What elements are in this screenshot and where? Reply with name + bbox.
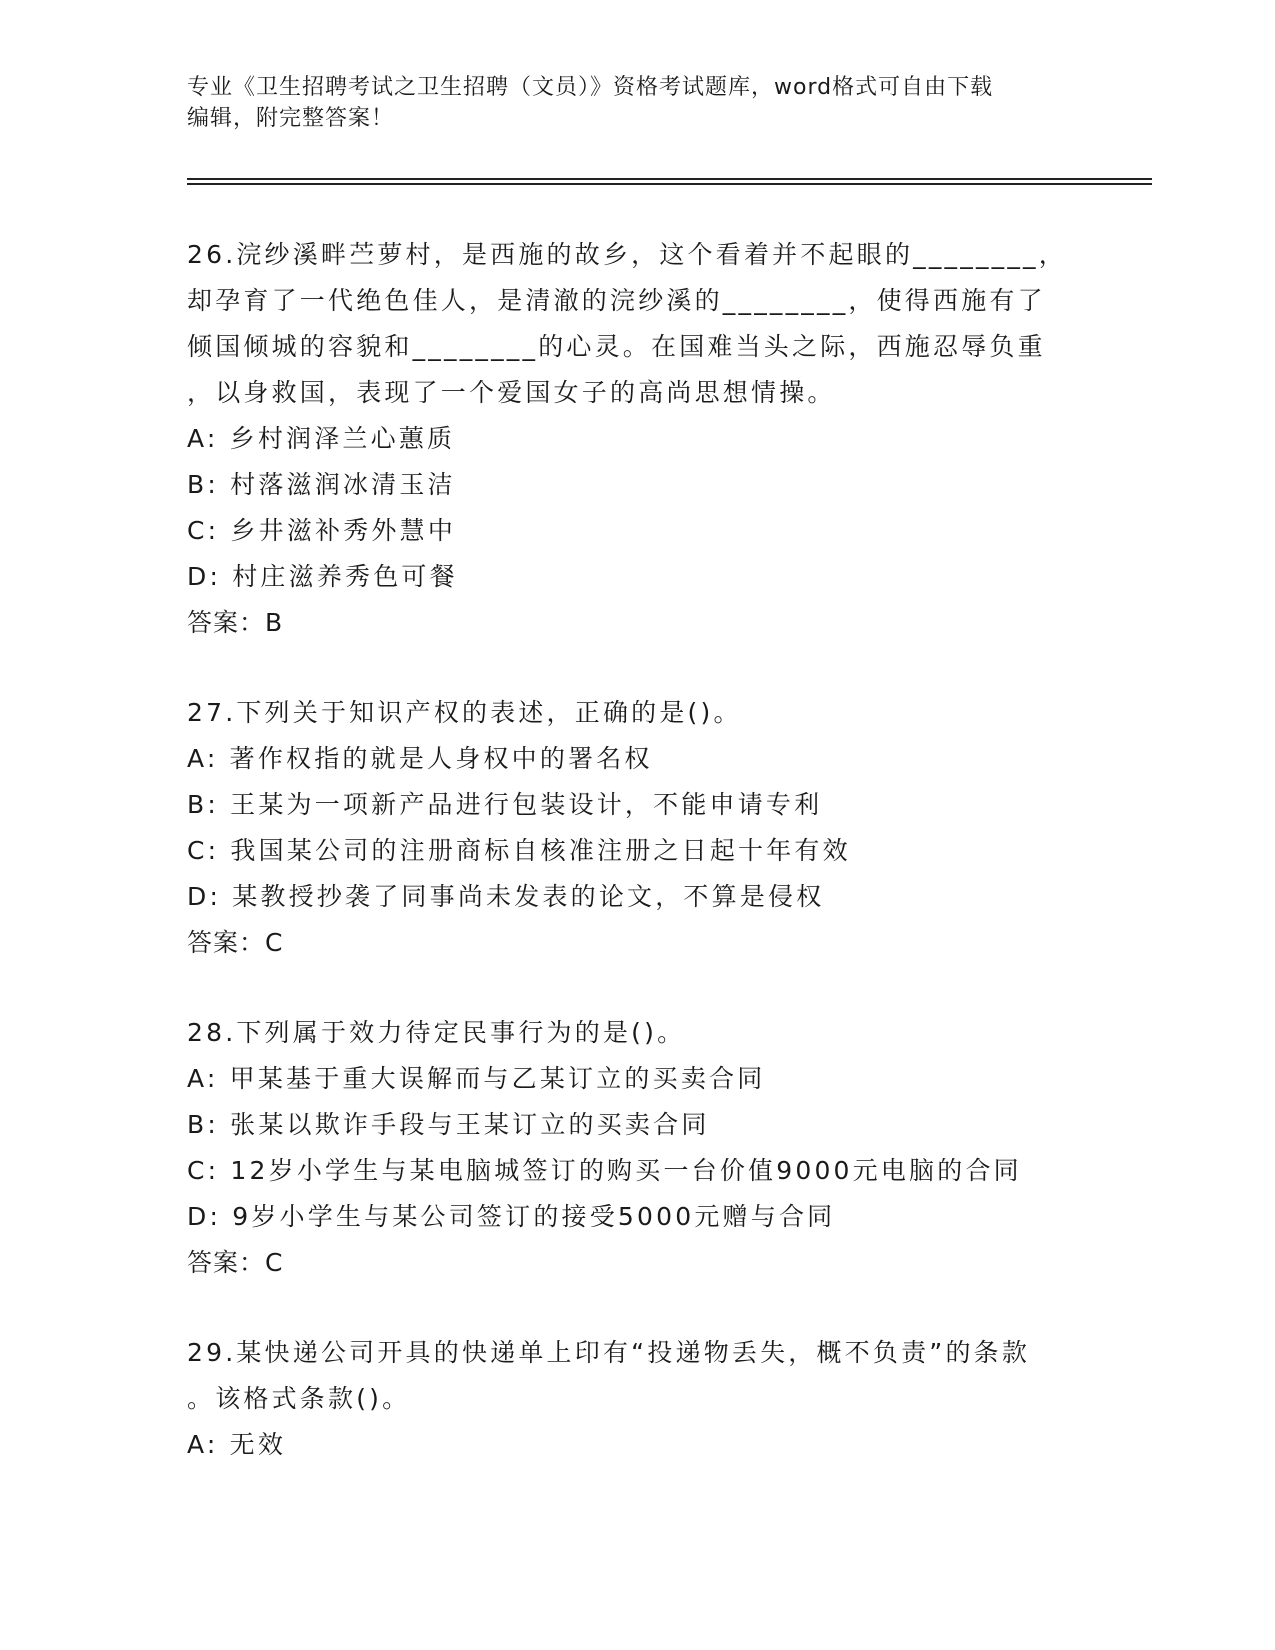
question-28 — [187, 1010, 1087, 1286]
option-b: B: 村落滋润冰清玉洁 — [187, 470, 456, 499]
option-c: C: 我国某公司的注册商标自核准注册之日起十年有效 — [187, 836, 851, 865]
header-line-2: 编辑，附完整答案！ — [187, 106, 395, 131]
option-a: A: 无效 — [187, 1430, 287, 1459]
question-stem-line: ，以身救国，表现了一个爱国女子的高尚思想情操。 — [187, 378, 836, 407]
header-line-1: 专业《卫生招聘考试之卫生招聘（文员）》资格考试题库，word格式可自由下载 — [187, 75, 994, 100]
question-stem-line: 29.某快递公司开具的快递单上印有“投递物丢失，概不负责”的条款 — [187, 1338, 1031, 1367]
option-c: C: 12岁小学生与某电脑城签订的购买一台价值9000元电脑的合同 — [187, 1156, 1022, 1185]
question-stem-line: 倾国倾城的容貌和________的心灵。在国难当头之际，西施忍辱负重 — [187, 332, 1046, 361]
question-stem-line: 26.浣纱溪畔苎萝村，是西施的故乡，这个看着并不起眼的________， — [187, 240, 1067, 269]
question-29 — [187, 1330, 1087, 1468]
option-d: D: 某教授抄袭了同事尚未发表的论文，不算是侵权 — [187, 882, 825, 911]
question-stem-line: 却孕育了一代绝色佳人，是清澈的浣纱溪的________，使得西施有了 — [187, 286, 1046, 315]
question-26 — [187, 232, 1087, 646]
question-list — [187, 232, 1087, 1512]
header-divider-bottom — [187, 183, 1152, 185]
option-b: B: 张某以欺诈手段与王某订立的买卖合同 — [187, 1110, 710, 1139]
option-a: A: 甲某基于重大误解而与乙某订立的买卖合同 — [187, 1064, 766, 1093]
option-d: D: 9岁小学生与某公司签订的接受5000元赠与合同 — [187, 1202, 836, 1231]
option-b: B: 王某为一项新产品进行包装设计，不能申请专利 — [187, 790, 823, 819]
answer-label: 答案：B — [187, 608, 284, 637]
header-divider-top — [187, 178, 1152, 180]
question-stem-line: 27.下列关于知识产权的表述，正确的是()。 — [187, 698, 742, 727]
question-stem-line: 28.下列属于效力待定民事行为的是()。 — [187, 1018, 686, 1047]
document-header — [187, 72, 1087, 134]
answer-label: 答案：C — [187, 1248, 284, 1277]
option-a: A: 乡村润泽兰心蕙质 — [187, 424, 456, 453]
option-c: C: 乡井滋补秀外慧中 — [187, 516, 457, 545]
question-stem-line: 。该格式条款()。 — [187, 1384, 411, 1413]
option-a: A: 著作权指的就是人身权中的署名权 — [187, 744, 653, 773]
answer-label: 答案：C — [187, 928, 284, 957]
question-27 — [187, 690, 1087, 966]
option-d: D: 村庄滋养秀色可餐 — [187, 562, 458, 591]
